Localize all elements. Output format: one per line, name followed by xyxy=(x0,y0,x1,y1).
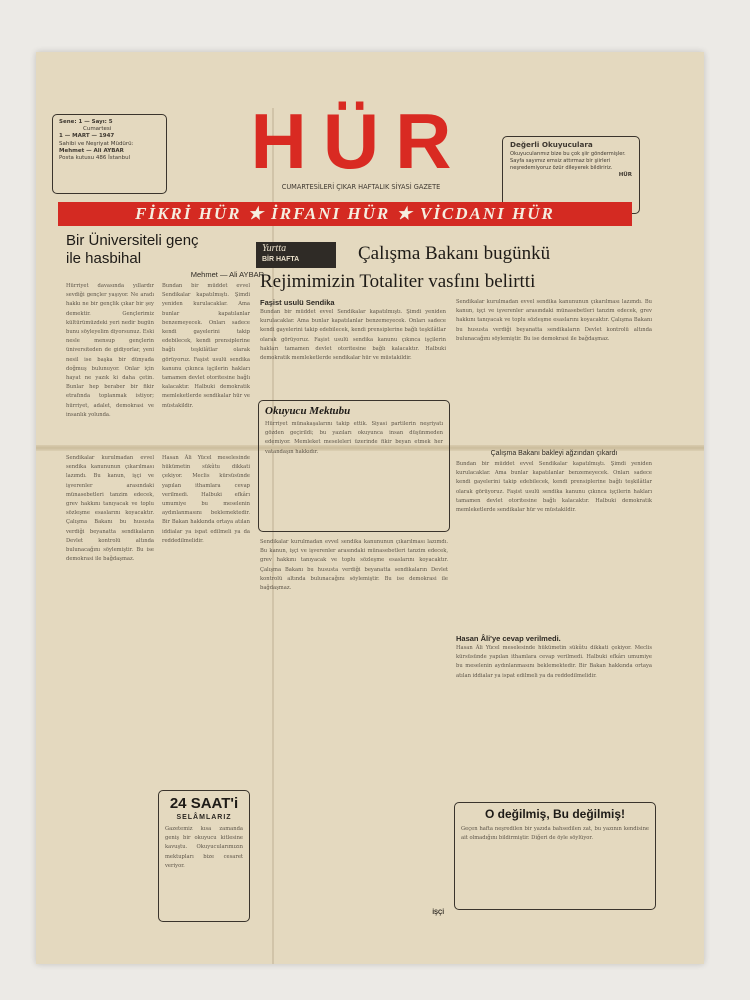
left-col-1-top: Hürriyet davasında yıllardır sevdiği gençler yaşıyor. Ne aradı hakkı ne bir gençlik çıkar bir şey demektir. Gençlerimiz kültürümüzdeki yeri nedir bugün bunu söyleyelim diyorsunuz. Eski nesle mensup gençlerin üniversiteden de gidiyorlar, yeni nesil ise başka bir dünyada doğmuş bulunuyor. Onlar için hayat ne yazık ki daha çetin. Bunlar hep beraber bir fikir etrafında toplanmak istiyor; hürriyet, adalet, demokrasi ve insanlık yolunda. xyxy=(66,283,154,418)
week-badge xyxy=(256,242,336,268)
issue-info-box xyxy=(52,114,167,194)
box-24-title: 24 SAAT'i xyxy=(169,795,239,812)
left-col-2-top: Bundan bir müddet evvel Sendikalar kapatılmıştı. Şimdi yeniden kurulacaklar. Ama bunlar kapatılanlar benzemeyecek. Onları sadece kendi gayelerini takip edebilecek, kendi prensiplerine bağlı teşkilâtlar olarak görüyoruz. Faşist usulü sendika kanunu çıkınca işçilerin hakları tamamen devlet otoritesine bağlı kalacaktır. Halbuki demokratik memleketlerde sendikalar hür ve müstakildir. xyxy=(162,283,250,409)
box-24-saat xyxy=(158,790,250,922)
reader-letter-body: Hürriyet münakaşalarını takip ettik. Siyasi partilerin neşriyatı gözden geçirildi; bu yazıları okuyunca insan düşünmeden edemiyor. Memleket meseleleri üzerinde fikir beyan etmek her vatandaşın hakkıdır. xyxy=(265,421,443,455)
main-col-2-mid: Bundan bir müddet evvel Sendikalar kapatılmıştı. Şimdi yeniden kurulacaklar. Ama bunlar kapatılanlar benzemeyecek. Onları sadece kendi gayelerini takip edebilecek, kendi prensiplerine bağlı teşkilâtlar olarak görüyoruz. Faşist usulü sendika kanunu çıkınca işçilerin hakları tamamen devlet otoritesine bağlı kalacaktır. Halbuki demokratik memleketlerde sendikalar hür ve müstakildir. xyxy=(456,461,652,514)
week-badge-top: Yurtta xyxy=(262,243,287,254)
degilmis-body: Geçen hafta neşredilen bir yazıda bahsedilen zat, bu yazının kendisine ait olmadığını bildirmiştir. Diğeri de öyle söylüyor. xyxy=(461,826,649,842)
publisher-label: Sahibi ve Neşriyat Müdürü: xyxy=(59,140,134,147)
reader-letter-box xyxy=(258,400,450,532)
masthead-title: HÜR xyxy=(250,97,468,185)
main-subhead: Faşist usulü Sendika xyxy=(260,298,335,307)
notice-title: Değerli Okuyuculara xyxy=(510,140,593,149)
left-col-1-bottom: Sendikalar kurulmadan evvel sendika kanununun çıkarılması lazımdı. Bu kanun, işçi ve işverenler arasındaki münasebetleri tanzim edecek, grev hakkını tanıyacak ve toplu sözleşme esaslarını koyacaktır. Çalışma Bakanı bu hususta verdiği beyanatta sendikaların Devlet kontrolü altında bulunacağını söylemiştir. Bu ise demokrasi ile bağdaşmaz. xyxy=(66,455,154,563)
box-24-subtitle: SELÂMLARIZ xyxy=(176,814,232,821)
article-signature: İŞÇİ xyxy=(432,910,444,916)
issue-date: 1 — MART — 1947 xyxy=(59,133,115,140)
main-headline-2: Rejimimizin Totaliter vasfını belirtti xyxy=(260,271,536,292)
masthead-tagline: CUMARTESİLERİ ÇIKAR HAFTALIK SİYASİ GAZETE xyxy=(281,183,441,191)
box-24-body: Gazetemiz kısa zamanda geniş bir okuyucu kitlesine kavuştu. Okuyucularımızın mektupları bize cesaret veriyor. xyxy=(165,826,243,869)
main-col-2-lower: Hasan Âli Yücel meselesinde hükümetin sükûtu dikkati çekiyor. Meclis kürsüsünde yapılan ithamlara cevap verilmedi. Halbuki efkârı umumiye bu meselenin aydınlanmasını beklemektedir. Bir Bakan hakkında ortaya atılan iddialar ya ispat edilmeli ya da reddedilmelidir. xyxy=(456,645,652,679)
po-box: Posta kutusu 486 İstanbul xyxy=(59,155,131,162)
notice-body: Okuyucularımız bize bu çok şiir göndermişler. Sayfa sayımız emsiz attırmaz bir şiirleri neşredemiyoruz özür dileyerek bildiririz. xyxy=(510,151,626,171)
mid-subhead: Çalışma Bakanı bakleyi ağzından çıkardı xyxy=(490,450,618,457)
notice-sign: HÜR xyxy=(618,171,632,178)
degilmis-box xyxy=(454,802,656,910)
left-headline-1: Bir Üniversiteli genç xyxy=(66,232,199,249)
left-byline: Mehmet — Ali AYBAR xyxy=(190,270,264,279)
main-col-1-mid: Sendikalar kurulmadan evvel sendika kanununun çıkarılması lazımdı. Bu kanun, işçi ve işverenler arasındaki münasebetleri tanzim edecek, grev hakkını tanıyacak ve toplu sözleşme esaslarını koyacaktır. Çalışma Bakanı bu hususta verdiği beyanatta sendikaların Devlet kontrolü altında bulunacağını söylemiştir. Bu ise demokrasi ile bağdaşmaz. xyxy=(260,539,448,592)
left-headline-2: ile hasbihal xyxy=(66,250,142,267)
main-col-1-top: Bundan bir müddet evvel Sendikalar kapatılmıştı. Şimdi yeniden kurulacaklar. Ama bunlar kapatılanlar benzemeyecek. Onları sadece kendi gayelerini takip edebilecek, kendi prensiplerine bağlı teşkilâtlar olarak görüyoruz. Faşist usulü sendika kanunu çıkınca işçilerin hakları tamamen devlet otoritesine bağlı kalacaktır. Halbuki demokratik memleketlerde sendikalar hür ve müstakildir. xyxy=(260,309,446,362)
main-headline-1: Çalışma Bakanı bugünkü xyxy=(358,243,551,264)
motto-banner: FİKRİ HÜR ★ İRFANI HÜR ★ VİCDANI HÜR xyxy=(58,202,632,226)
week-badge-bottom: BİR HAFTA xyxy=(262,256,300,263)
publisher-name: Mehmet — Ali AYBAR xyxy=(59,147,124,154)
newspaper-page xyxy=(36,52,704,964)
left-col-2-bottom: Hasan Âli Yücel meselesinde hükümetin sükûtu dikkati çekiyor. Meclis kürsüsünde yapılan ithamlara cevap verilmedi. Halbuki efkârı umumiye bu meselenin aydınlanmasını beklemektedir. Bir Bakan hakkında ortaya atılan iddialar ya ispat edilmeli ya da reddedilmelidir. xyxy=(162,455,250,544)
main-col-2-top: Sendikalar kurulmadan evvel sendika kanununun çıkarılması lazımdı. Bu kanun, işçi ve işverenler arasındaki münasebetleri tanzim edecek, grev hakkını tanıyacak ve toplu sözleşme esaslarını koyacaktır. Çalışma Bakanı bu hususta verdiği beyanatta sendikaların Devlet kontrolü altında bulunacağını söylemiştir. Bu ise demokrasi ile bağdaşmaz. xyxy=(456,299,652,342)
reader-letter-title: Okuyucu Mektubu xyxy=(265,405,351,417)
mid-subhead-2: Hasan Âli'ye cevap verilmedi. xyxy=(456,634,561,643)
issue-day: Cumartesi xyxy=(83,126,112,133)
degilmis-title: O değilmiş, Bu değilmiş! xyxy=(484,807,626,821)
issue-number: Sene: 1 — Sayı: 5 xyxy=(59,119,113,125)
